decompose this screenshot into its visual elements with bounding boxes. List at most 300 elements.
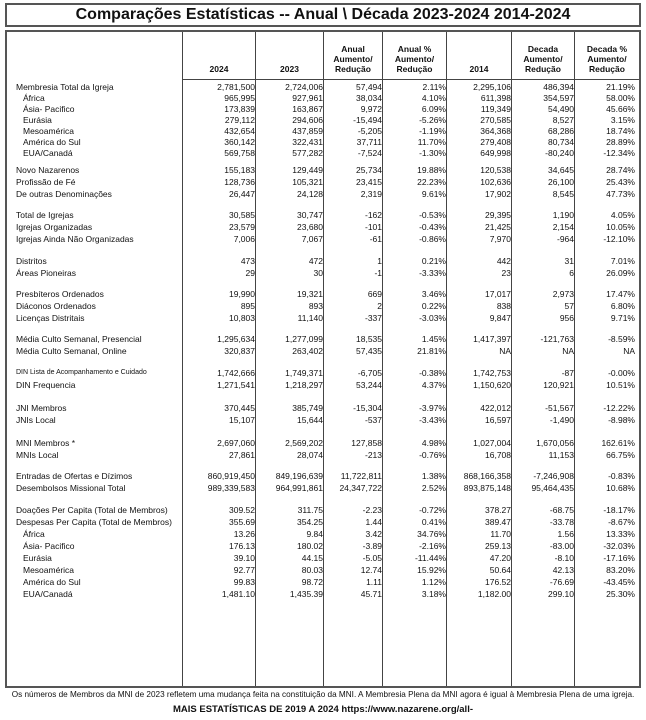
row-label: Igrejas Ainda Não Organizadas [16, 234, 134, 244]
cell-c7: -8.98% [608, 415, 635, 425]
cell-c3: 57,435 [356, 346, 382, 356]
cell-c6: NA [562, 346, 574, 356]
row-label: JNI Membros [16, 403, 67, 413]
row-label: Membresia Total da Igreja [16, 82, 114, 92]
table-row [7, 516, 639, 528]
cell-c4: -0.53% [419, 210, 446, 220]
row-label: DIN Frequencia [16, 380, 76, 390]
cell-c4: -0.38% [419, 368, 446, 378]
cell-c5: 11.70 [490, 529, 511, 539]
cell-c4: -0.43% [419, 222, 446, 232]
row-label: Média Culto Semanal, Presencial [16, 334, 142, 344]
cell-c3: -162 [364, 210, 382, 220]
table-row [7, 576, 639, 588]
table-row [7, 449, 639, 461]
row-label: Novo Nazarenos [16, 165, 80, 175]
cell-c1: 128,736 [224, 177, 255, 187]
cell-c3: -5.05 [362, 553, 382, 563]
cell-c5: 1,150,620 [473, 380, 511, 390]
cell-c5: 119,349 [480, 104, 511, 114]
table-row [7, 188, 639, 200]
cell-c5: 259.13 [485, 541, 511, 551]
cell-c5: 868,166,358 [463, 471, 511, 481]
cell-c1: 309.52 [229, 505, 255, 515]
cell-c4: 0.21% [421, 256, 446, 266]
cell-c6: 8,545 [552, 189, 574, 199]
cell-c3: 9,972 [360, 104, 382, 114]
cell-c6: 34,645 [548, 165, 574, 175]
row-label: Eurásia [23, 115, 52, 125]
header-decade-change: Decada Aumento/ Redução [523, 44, 563, 74]
row-label: América do Sul [23, 137, 81, 147]
cell-c4: -0.76% [419, 450, 446, 460]
cell-c7: -12.34% [603, 148, 635, 158]
cell-c2: 2,724,006 [285, 82, 323, 92]
cell-c4: -3.33% [419, 268, 446, 278]
table-row [7, 147, 639, 159]
cell-c5: 1,182.00 [477, 589, 511, 599]
cell-c5: 16,708 [485, 450, 511, 460]
cell-c6: 54,490 [548, 104, 574, 114]
cell-c4: 15.92% [417, 565, 446, 575]
table-row [7, 402, 639, 414]
row-label: Total de Igrejas [16, 210, 74, 220]
cell-c4: 21.81% [417, 346, 446, 356]
cell-c4: -3.97% [419, 403, 446, 413]
header-annual-change: Anual Aumento/ Redução [333, 44, 373, 74]
cell-c3: 127,858 [351, 438, 382, 448]
cell-c2: 964,991,861 [275, 483, 323, 493]
cell-c7: -0.83% [608, 471, 635, 481]
cell-c1: 279,112 [224, 115, 255, 125]
cell-c1: 15,107 [229, 415, 255, 425]
table-row [7, 176, 639, 188]
row-label: Áreas Pioneiras [16, 268, 77, 278]
cell-c5: 364,368 [480, 126, 511, 136]
cell-c1: 39.10 [233, 553, 255, 563]
cell-c3: -6,705 [357, 368, 382, 378]
cell-c6: 299.10 [548, 589, 574, 599]
cell-c4: 2.52% [421, 483, 446, 493]
cell-c4: 3.18% [421, 589, 446, 599]
cell-c1: 26,447 [229, 189, 255, 199]
cell-c1: 155,183 [224, 165, 255, 175]
cell-c7: 17.47% [606, 289, 635, 299]
cell-c1: 13.26 [233, 529, 255, 539]
cell-c5: 1,417,397 [473, 334, 511, 344]
cell-c4: 0.22% [421, 301, 446, 311]
cell-c6: 95,464,435 [531, 483, 574, 493]
cell-c3: 1.44 [365, 517, 382, 527]
cell-c6: 68,286 [548, 126, 574, 136]
cell-c5: 649,998 [480, 148, 511, 158]
cell-c2: 263,402 [292, 346, 323, 356]
cell-c4: -11.44% [414, 553, 446, 563]
cell-c6: 6 [569, 268, 574, 278]
cell-c3: 18,535 [356, 334, 382, 344]
cell-c3: 1 [377, 256, 382, 266]
cell-c7: -12.22% [603, 403, 635, 413]
cell-c2: 1,277,099 [285, 334, 323, 344]
row-label: Distritos [16, 256, 47, 266]
cell-c2: 849,196,639 [275, 471, 323, 481]
table-row [7, 209, 639, 221]
cell-c3: -3.89 [362, 541, 382, 551]
cell-c2: 437,859 [292, 126, 323, 136]
cell-c7: 10.05% [606, 222, 635, 232]
table-row [7, 504, 639, 516]
cell-c1: 1,481.10 [221, 589, 255, 599]
cell-c3: 57,494 [356, 82, 382, 92]
cell-c2: 311.75 [297, 505, 323, 515]
cell-c1: 895 [240, 301, 255, 311]
cell-c1: 1,742,666 [217, 368, 255, 378]
row-label: Mesoamérica [23, 565, 75, 575]
row-label: Ásia- Pacifico [23, 541, 75, 551]
row-label: Profissão de Fé [16, 177, 76, 187]
cell-c6: 8,527 [552, 115, 574, 125]
cell-c7: 4.05% [610, 210, 635, 220]
row-label: MNI Membros * [16, 438, 76, 448]
table-row [7, 552, 639, 564]
table-row [7, 414, 639, 426]
cell-c4: 22.23% [417, 177, 446, 187]
cell-c6: 956 [559, 313, 574, 323]
cell-c4: -1.19% [419, 126, 446, 136]
cell-c1: 23,579 [229, 222, 255, 232]
cell-c3: -337 [364, 313, 382, 323]
cell-c3: 3.42 [365, 529, 382, 539]
cell-c3: -61 [369, 234, 382, 244]
row-label: Presbíteros Ordenados [16, 289, 104, 299]
cell-c5: 176.52 [485, 577, 511, 587]
cell-c3: -15,304 [353, 403, 382, 413]
cell-c2: 30 [313, 268, 323, 278]
cell-c2: 129,449 [292, 165, 323, 175]
cell-c3: 2 [377, 301, 382, 311]
cell-c3: 45.71 [360, 589, 382, 599]
header-divider [182, 79, 639, 80]
cell-c7: 7.01% [610, 256, 635, 266]
cell-c2: 893 [308, 301, 323, 311]
cell-c3: 25,734 [356, 165, 382, 175]
cell-c5: 378.27 [485, 505, 511, 515]
cell-c6: -51,567 [545, 403, 574, 413]
footer-note: Os números de Membros da MNI de 2023 refletem uma mudança feita na constituição da MNI. A Membresia Plena da MNI agora é igual à Membresia Plena de uma igreja. [11, 690, 635, 699]
cell-c4: 4.10% [421, 93, 446, 103]
cell-c4: 9.61% [421, 189, 446, 199]
cell-c6: -87 [561, 368, 574, 378]
cell-c4: 6.09% [421, 104, 446, 114]
cell-c3: 11,722,811 [340, 471, 382, 481]
cell-c1: 176.13 [229, 541, 255, 551]
cell-c1: 27,861 [229, 450, 255, 460]
cell-c3: 24,347,722 [339, 483, 382, 493]
row-label: Mesoamérica [23, 126, 75, 136]
cell-c3: 2,319 [360, 189, 382, 199]
cell-c7: 10.51% [606, 380, 635, 390]
cell-c6: -80,240 [545, 148, 574, 158]
table-row [7, 300, 639, 312]
cell-c7: -8.59% [608, 334, 635, 344]
table-row [7, 482, 639, 494]
cell-c2: 385,749 [292, 403, 323, 413]
row-label: EUA/Canadá [23, 589, 73, 599]
cell-c4: -0.72% [419, 505, 446, 515]
table-row [7, 470, 639, 482]
cell-c4: 19.88% [417, 165, 446, 175]
cell-c7: 25.43% [606, 177, 635, 187]
cell-c3: -2.23 [362, 505, 382, 515]
cell-c2: 23,680 [297, 222, 323, 232]
row-label: DIN Lista de Acompanhamento e Cuidado [16, 369, 147, 376]
table-row [7, 345, 639, 357]
cell-c7: 26.09% [606, 268, 635, 278]
table-row [7, 528, 639, 540]
cell-c2: 163,867 [292, 104, 323, 114]
cell-c4: -0.86% [419, 234, 446, 244]
cell-c5: 7,970 [489, 234, 511, 244]
cell-c2: 80.03 [301, 565, 323, 575]
cell-c1: 2,781,500 [217, 82, 255, 92]
cell-c2: 472 [308, 256, 323, 266]
cell-c2: 44.15 [301, 553, 323, 563]
cell-c1: 432,654 [224, 126, 255, 136]
statistics-table [5, 30, 641, 688]
row-label: Licenças Distritais [16, 313, 85, 323]
cell-c3: 37,711 [356, 137, 382, 147]
cell-c5: 102,636 [480, 177, 511, 187]
cell-c1: 92.77 [233, 565, 255, 575]
cell-c7: 3.15% [610, 115, 635, 125]
cell-c1: 965,995 [224, 93, 255, 103]
cell-c2: 7,067 [301, 234, 323, 244]
cell-c4: 4.37% [421, 380, 446, 390]
cell-c4: -3.43% [419, 415, 446, 425]
header-2023: 2023 [280, 64, 299, 74]
cell-c1: 569,758 [224, 148, 255, 158]
table-row [7, 333, 639, 345]
row-label: África [23, 93, 45, 103]
cell-c5: 17,902 [485, 189, 511, 199]
cell-c2: 98.72 [301, 577, 323, 587]
cell-c5: 9,847 [489, 313, 511, 323]
table-row [7, 233, 639, 245]
cell-c4: -5.26% [419, 115, 446, 125]
cell-c4: 1.12% [421, 577, 446, 587]
cell-c1: 355.69 [229, 517, 255, 527]
cell-c3: -15,494 [353, 115, 382, 125]
cell-c6: 2,973 [552, 289, 574, 299]
table-row [7, 588, 639, 600]
cell-c6: 26,100 [548, 177, 574, 187]
cell-c4: 2.11% [422, 82, 446, 92]
cell-c5: 50.64 [489, 565, 511, 575]
cell-c4: -2.16% [419, 541, 446, 551]
row-label: MNIs Local [16, 450, 59, 460]
cell-c2: 354.25 [297, 517, 323, 527]
row-label: Diáconos Ordenados [16, 301, 96, 311]
cell-c5: 23 [501, 268, 511, 278]
cell-c6: 2,154 [552, 222, 574, 232]
row-label: Eurásia [23, 553, 52, 563]
cell-c5: 611,398 [480, 93, 511, 103]
cell-c7: 6.80% [610, 301, 635, 311]
row-label: EUA/Canadá [23, 148, 73, 158]
cell-c3: -101 [364, 222, 382, 232]
cell-c5: 279,408 [480, 137, 511, 147]
cell-c2: 1,435.39 [289, 589, 323, 599]
cell-c7: -0.00% [608, 368, 635, 378]
cell-c5: 2,295,106 [473, 82, 511, 92]
cell-c2: 2,569,202 [285, 438, 323, 448]
table-row [7, 164, 639, 176]
cell-c5: 47.20 [489, 553, 511, 563]
cell-c5: 422,012 [480, 403, 511, 413]
cell-c6: -83.00 [549, 541, 574, 551]
cell-c6: 486,394 [543, 82, 574, 92]
cell-c7: 58.00% [606, 93, 635, 103]
cell-c5: 29,395 [485, 210, 511, 220]
cell-c5: 270,585 [480, 115, 511, 125]
cell-c3: 12.74 [360, 565, 382, 575]
cell-c7: 18.74% [606, 126, 635, 136]
table-row [7, 221, 639, 233]
cell-c6: 1,670,056 [536, 438, 574, 448]
cell-c2: 105,321 [292, 177, 323, 187]
table-row [7, 564, 639, 576]
cell-c3: 669 [367, 289, 382, 299]
cell-c3: 38,034 [356, 93, 382, 103]
cell-c6: 80,734 [548, 137, 574, 147]
cell-c2: 322,431 [292, 137, 323, 147]
cell-c2: 11,140 [297, 313, 323, 323]
cell-c3: 1.11 [366, 577, 382, 587]
cell-c5: 21,425 [485, 222, 511, 232]
cell-c3: -7,524 [357, 148, 382, 158]
cell-c2: 30,747 [297, 210, 323, 220]
cell-c2: 577,282 [292, 148, 323, 158]
cell-c2: 927,961 [292, 93, 323, 103]
footer-link: MAIS ESTATÍSTICAS DE 2019 A 2024 https://www.nazarene.org/all- [172, 704, 474, 715]
cell-c7: 45.66% [606, 104, 635, 114]
cell-c3: -537 [364, 415, 382, 425]
row-label: Ásia- Pacifico [23, 104, 75, 114]
cell-c1: 2,697,060 [217, 438, 255, 448]
cell-c5: 16,597 [485, 415, 511, 425]
cell-c6: 354,597 [543, 93, 574, 103]
cell-c1: 7,006 [233, 234, 255, 244]
cell-c6: -964 [556, 234, 574, 244]
cell-c2: 24,128 [297, 189, 323, 199]
cell-c6: 11,153 [548, 450, 574, 460]
cell-c6: 42.13 [552, 565, 574, 575]
cell-c7: 10.68% [606, 483, 635, 493]
cell-c1: 29 [245, 268, 255, 278]
cell-c6: 120,921 [543, 380, 574, 390]
cell-c1: 19,990 [229, 289, 255, 299]
cell-c2: 294,606 [292, 115, 323, 125]
cell-c2: 1,218,297 [285, 380, 323, 390]
row-label: Desembolsos Missional Total [16, 483, 126, 493]
row-label: Média Culto Semanal, Online [16, 346, 127, 356]
table-row [7, 255, 639, 267]
cell-c4: 11.70% [417, 137, 446, 147]
cell-c2: 28,074 [297, 450, 323, 460]
cell-c6: -121,763 [540, 334, 574, 344]
row-label: América do Sul [23, 577, 81, 587]
cell-c5: 120,538 [480, 165, 511, 175]
cell-c7: 83.20% [606, 565, 635, 575]
cell-c1: 10,803 [229, 313, 255, 323]
cell-c5: 442 [496, 256, 511, 266]
header-annual-pct: Anual % Aumento/ Redução [394, 44, 435, 74]
cell-c7: -43.45% [603, 577, 635, 587]
cell-c7: -17.16% [603, 553, 635, 563]
cell-c4: 4.98% [421, 438, 446, 448]
cell-c6: -1,490 [549, 415, 574, 425]
cell-c6: 31 [564, 256, 574, 266]
row-label: De outras Denominações [16, 189, 112, 199]
cell-c6: -76.69 [549, 577, 574, 587]
cell-c7: -32.03% [603, 541, 635, 551]
cell-c5: NA [499, 346, 511, 356]
cell-c7: 66.75% [606, 450, 635, 460]
cell-c3: 23,415 [356, 177, 382, 187]
table-row [7, 437, 639, 449]
cell-c1: 860,919,450 [207, 471, 255, 481]
table-row [7, 267, 639, 279]
cell-c6: -33.78 [549, 517, 574, 527]
table-row [7, 540, 639, 552]
cell-c4: -1.30% [419, 148, 446, 158]
cell-c5: 1,742,753 [473, 368, 511, 378]
cell-c1: 473 [240, 256, 255, 266]
cell-c6: 1,190 [552, 210, 574, 220]
table-row [7, 288, 639, 300]
cell-c1: 99.83 [233, 577, 255, 587]
cell-c4: 1.38% [421, 471, 446, 481]
cell-c4: 1.45% [421, 334, 446, 344]
header-2024: 2024 [209, 64, 229, 74]
cell-c1: 1,295,634 [217, 334, 255, 344]
cell-c1: 30,585 [229, 210, 255, 220]
cell-c3: -5,205 [357, 126, 382, 136]
cell-c6: 57 [564, 301, 574, 311]
table-row [7, 379, 639, 391]
cell-c6: -7,246,908 [533, 471, 574, 481]
cell-c1: 370,445 [224, 403, 255, 413]
cell-c1: 173,839 [224, 104, 255, 114]
cell-c7: 21.19% [606, 82, 635, 92]
cell-c2: 1,749,371 [285, 368, 323, 378]
cell-c1: 360,142 [224, 137, 255, 147]
cell-c3: -1 [374, 268, 382, 278]
cell-c2: 9.84 [306, 529, 323, 539]
cell-c7: 28.74% [606, 165, 635, 175]
cell-c7: 28.89% [606, 137, 635, 147]
cell-c2: 15,644 [297, 415, 323, 425]
cell-c1: 1,271,541 [217, 380, 255, 390]
cell-c7: 162.61% [601, 438, 635, 448]
row-label: JNIs Local [16, 415, 56, 425]
cell-c7: 13.33% [606, 529, 635, 539]
cell-c3: 53,244 [356, 380, 382, 390]
row-label: Entradas de Ofertas e Dízimos [16, 471, 133, 481]
table-row [7, 367, 639, 379]
cell-c5: 389.47 [485, 517, 511, 527]
header-decade-pct: Decada % Aumento/ Redução [586, 44, 628, 74]
